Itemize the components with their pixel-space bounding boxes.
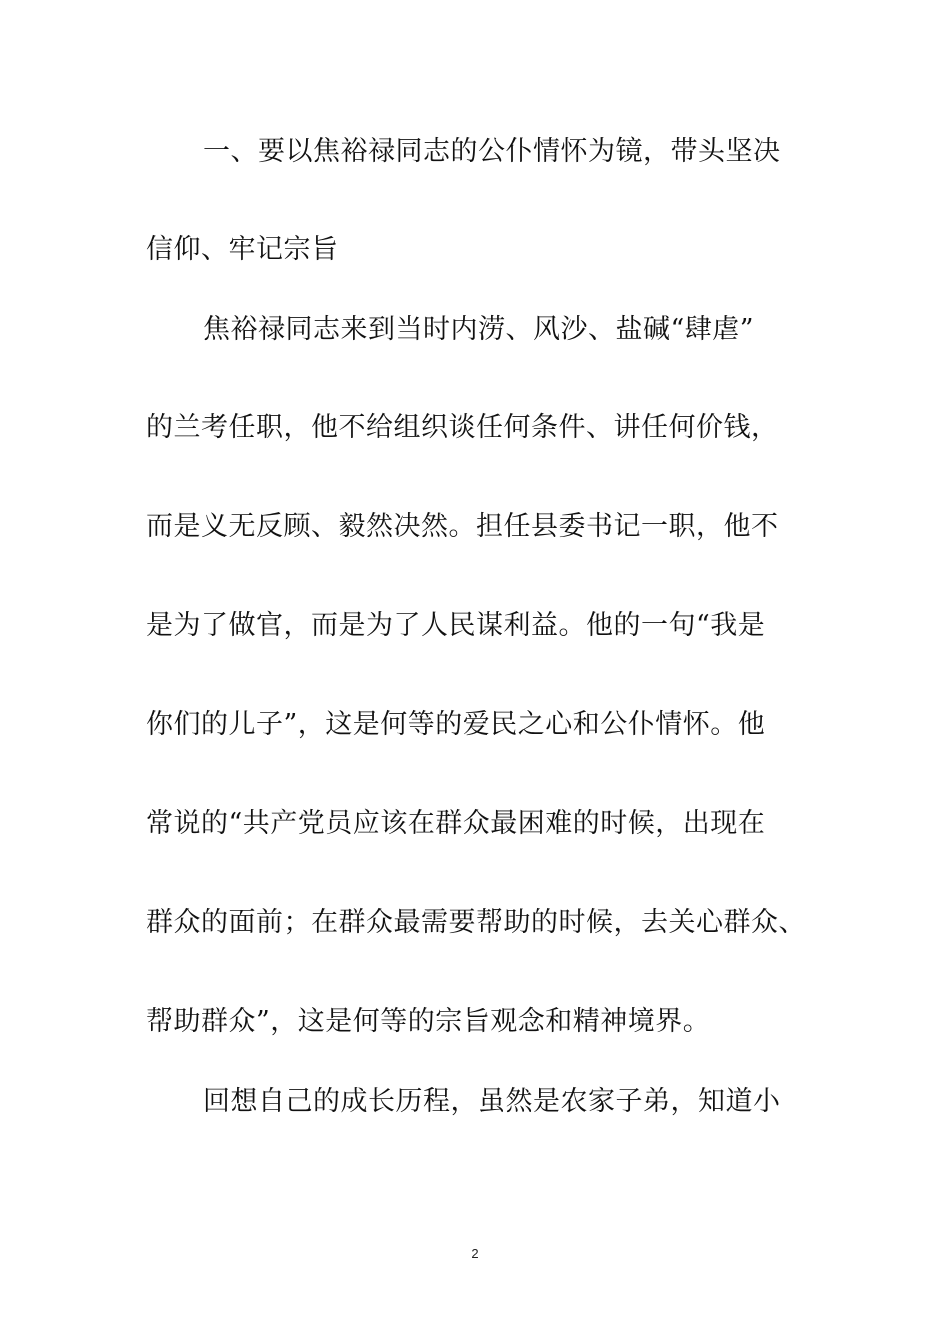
paragraph-line: 群众的面前；在群众最需要帮助的时候，去关心群众、 [146,907,806,938]
paragraph-line: 帮助群众”，这是何等的宗旨观念和精神境界。 [146,1006,711,1037]
paragraph-line: 常说的“共产党员应该在群众最困难的时候，出现在 [146,808,766,839]
paragraph-line: 而是义无反顾、毅然决然。担任县委书记一职，他不 [146,511,779,542]
section-heading-line-1: 一、要以焦裕禄同志的公仆情怀为镜，带头坚决 [203,136,781,167]
paragraph-line: 是为了做官，而是为了人民谋利益。他的一句“我是 [146,610,766,641]
paragraph-line: 焦裕禄同志来到当时内涝、风沙、盐碱“肆虐” [203,314,755,345]
paragraph-line: 回想自己的成长历程，虽然是农家子弟，知道小 [203,1086,781,1117]
paragraph-line: 的兰考任职，他不给组织谈任何条件、讲任何价钱， [146,412,779,443]
page-number: 2 [471,1246,479,1261]
section-heading-line-2: 信仰、牢记宗旨 [146,234,339,265]
paragraph-line: 你们的儿子”，这是何等的爱民之心和公仆情怀。他 [146,709,766,740]
